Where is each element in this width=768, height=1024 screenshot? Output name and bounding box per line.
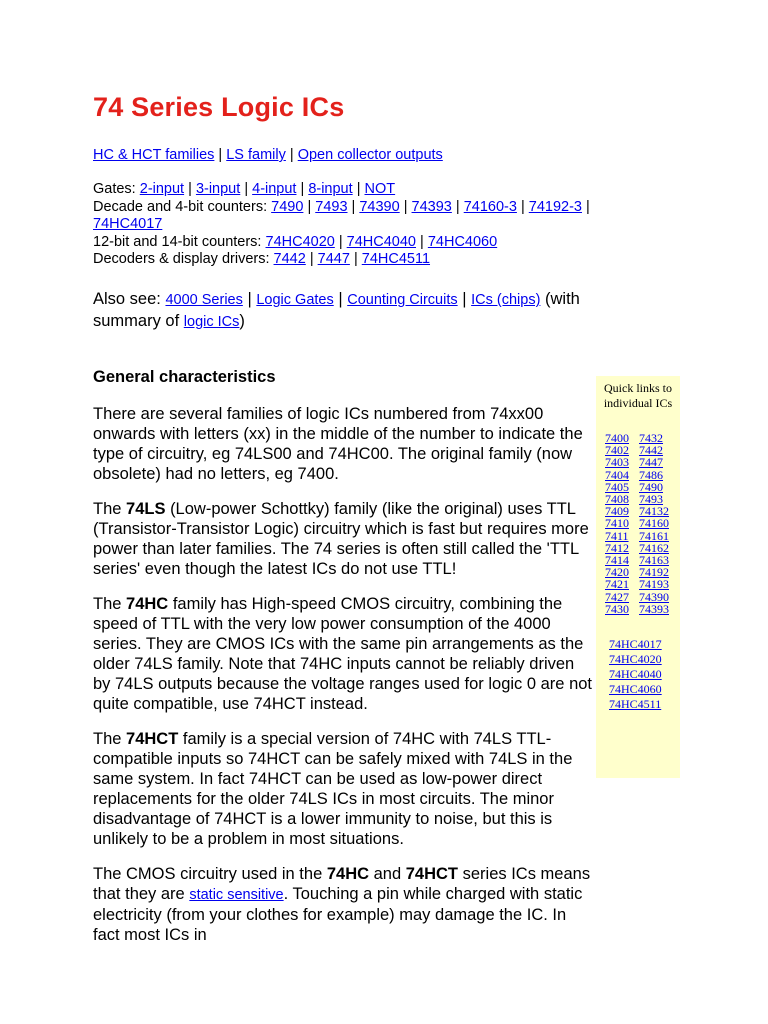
also-see-link-counting-circuits[interactable]: Counting Circuits: [347, 292, 458, 308]
quick-link-7400[interactable]: 7400: [605, 431, 629, 445]
text: family has High-speed CMOS circuitry, combining the speed of TTL with the very low power consumption of the 4000 series. They are CMOS ICs with the same pin arrangements as the older 74LS family. Note that 74HC inputs cannot be reliably driven by 74LS outputs because the voltage ranges used for logic 0 are not quite compatible, use 74HCT instead.: [93, 595, 593, 713]
top-nav: [93, 146, 613, 164]
gates-link-4-input[interactable]: 4-input: [252, 181, 297, 197]
quick-link-7404[interactable]: 7404: [605, 467, 629, 482]
also-see-link-ics-chips[interactable]: ICs (chips): [471, 292, 541, 308]
decade-link-74160-3[interactable]: 74160-3: [463, 198, 517, 215]
quick-link-7408[interactable]: 7408: [605, 492, 629, 507]
ic-link-index: [93, 181, 613, 269]
separator: |: [420, 233, 424, 250]
gates-link-2-input[interactable]: 2-input: [139, 181, 185, 197]
bold-term: 74LS: [126, 500, 166, 518]
paragraph-2: [93, 499, 593, 579]
quick-link-74hc4020[interactable]: 74HC4020: [609, 652, 662, 667]
quick-link-74161[interactable]: 74161: [639, 528, 669, 543]
decoder-link-7442[interactable]: 7442: [273, 251, 306, 267]
decoders-row: [93, 251, 613, 269]
nav-link-open-collector[interactable]: Open collector outputs: [297, 147, 443, 163]
text: The CMOS circuitry used in the: [93, 865, 323, 883]
quick-link-7414[interactable]: 7414: [605, 553, 629, 568]
decade-link-74390[interactable]: 74390: [359, 198, 400, 215]
separator: |: [520, 198, 525, 215]
quick-link-74193[interactable]: 74193: [639, 577, 669, 592]
quick-link-7402[interactable]: 7402: [605, 443, 629, 458]
also-see-link-logic-ics[interactable]: logic ICs: [183, 314, 240, 330]
counter-link-74hc4060[interactable]: 74HC4060: [427, 233, 498, 250]
decade-link-74393[interactable]: 74393: [411, 198, 452, 215]
quick-link-7447[interactable]: 7447: [639, 455, 663, 470]
paragraph-1: There are several families of logic ICs numbered from 74xx00 onwards with letters (xx) in the middle of the number to indicate the type of circuitry, eg 74LS00 and 74HC00. The original family (now obsolete) had no letters, eg 7400.: [93, 405, 583, 483]
quick-link-74hc4040[interactable]: 74HC4040: [609, 667, 662, 682]
paragraph-3: [93, 594, 593, 714]
decoder-link-7447[interactable]: 7447: [317, 251, 350, 267]
paragraph-5: [93, 864, 593, 945]
decade-link-74hc4017[interactable]: 74HC4017: [93, 216, 163, 232]
page-title: 74 Series Logic ICs: [93, 92, 345, 122]
section-heading: General characteristics: [93, 368, 276, 386]
quick-link-7432[interactable]: 7432: [639, 431, 663, 445]
quick-link-7430[interactable]: 7430: [605, 601, 629, 616]
also-see-link-logic-gates[interactable]: Logic Gates: [256, 292, 334, 308]
quick-link-7412[interactable]: 7412: [605, 540, 629, 555]
quick-link-74162[interactable]: 74162: [639, 540, 669, 555]
text: (Low-power Schottky) family (like the original) uses TTL (Transistor-Transistor Logic) circuitry which is fast but requires more power than later families. The 74 series is often still called the 'TTL series' even though the latest ICs do not use TTL!: [93, 500, 589, 578]
separator: |: [455, 198, 460, 215]
quick-link-74390[interactable]: 74390: [639, 589, 669, 604]
quick-link-7442[interactable]: 7442: [639, 443, 663, 458]
decade-label: Decade and 4-bit counters:: [93, 198, 268, 215]
gates-label: Gates:: [93, 181, 136, 197]
decoder-link-74hc4511[interactable]: 74HC4511: [361, 251, 431, 267]
quick-link-7421[interactable]: 7421: [605, 577, 629, 592]
quick-links-panel: [596, 376, 680, 778]
quick-link-7411[interactable]: 7411: [605, 528, 629, 543]
separator: |: [300, 181, 305, 197]
quick-links-title: [596, 381, 680, 411]
gates-link-8-input[interactable]: 8-input: [308, 181, 353, 197]
separator: |: [307, 198, 312, 215]
quick-link-74192[interactable]: 74192: [639, 565, 669, 580]
also-see-link-4000-series[interactable]: 4000 Series: [165, 292, 243, 308]
also-see-tail: (with summary of: [93, 290, 580, 330]
quick-link-74hc4060[interactable]: 74HC4060: [609, 682, 662, 697]
quick-link-7405[interactable]: 7405: [605, 479, 629, 494]
also-see: [93, 289, 623, 333]
counter-link-74hc4020[interactable]: 74HC4020: [265, 233, 335, 250]
separator: |: [188, 181, 192, 197]
decade-link-7493[interactable]: 7493: [315, 198, 348, 215]
quick-links-hc-list: [609, 637, 680, 712]
nav-link-ls-family[interactable]: LS family: [226, 147, 286, 163]
text: The: [93, 595, 122, 613]
counter-link-74hc4040[interactable]: 74HC4040: [346, 233, 416, 250]
bold-term: 74HCT: [405, 865, 459, 883]
text: and: [373, 865, 402, 883]
counters-12bit-row: [93, 234, 613, 252]
bold-term: 74HCT: [126, 730, 179, 748]
decoders-label: Decoders & display drivers:: [93, 251, 270, 267]
quick-link-7410[interactable]: 7410: [605, 516, 629, 531]
quick-link-74132[interactable]: 74132: [639, 504, 669, 519]
quick-link-74393[interactable]: 74393: [639, 601, 669, 616]
separator: |: [403, 198, 408, 215]
nav-link-hc-hct-families[interactable]: HC & HCT families: [93, 147, 215, 163]
separator: |: [247, 290, 252, 308]
text: The: [93, 730, 122, 748]
separator: |: [356, 181, 361, 197]
quick-link-7493[interactable]: 7493: [639, 492, 663, 507]
paragraph-4: [93, 729, 593, 849]
also-see-label: Also see:: [93, 290, 161, 308]
quick-link-74hc4017[interactable]: 74HC4017: [609, 637, 662, 652]
decade-link-74192-3[interactable]: 74192-3: [528, 198, 582, 215]
separator: |: [309, 251, 314, 267]
bold-term: 74HC: [326, 865, 370, 883]
quick-link-7403[interactable]: 7403: [605, 455, 629, 470]
decade-link-7490[interactable]: 7490: [271, 198, 304, 215]
separator: |: [353, 251, 358, 267]
text: . Touching a pin while charged with static electricity (from your clothes for example) may damage the IC. In fact most ICs in: [93, 885, 583, 944]
gates-link-3-input[interactable]: 3-input: [195, 181, 241, 197]
article-body: [93, 404, 593, 960]
quick-links-title-line: individual ICs: [603, 396, 673, 410]
quick-link-7427[interactable]: 7427: [605, 589, 629, 604]
separator: |: [338, 233, 343, 250]
counters-12bit-label: 12-bit and 14-bit counters:: [93, 233, 262, 250]
text: family is a special version of 74HC with 74LS TTL-compatible inputs so 74HCT can be safely mixed with 74LS in the same system. In fact 74HCT can be used as low-power direct replacements for the older 74LS ICs in most circuits. The minor disadvantage of 74HCT is a lower immunity to noise, but this is unlikely to be a problem in most situations.: [93, 730, 573, 848]
text: series ICs means that they are: [93, 865, 591, 903]
separator: |: [586, 198, 590, 215]
quick-link-74160[interactable]: 74160: [639, 516, 669, 531]
gates-link-not[interactable]: NOT: [364, 181, 396, 197]
separator: |: [462, 290, 467, 308]
nav-separator: |: [289, 147, 294, 163]
separator: |: [244, 181, 249, 197]
gates-row: [93, 181, 613, 199]
nav-separator: |: [218, 147, 223, 163]
also-see-tail-close: ): [239, 312, 245, 330]
decade-row: [93, 199, 613, 234]
text: The: [93, 500, 122, 518]
separator: |: [338, 290, 343, 308]
quick-link-74hc4511[interactable]: 74HC4511: [609, 697, 662, 712]
quick-link-7409[interactable]: 7409: [605, 504, 629, 519]
quick-link-74163[interactable]: 74163: [639, 553, 669, 568]
quick-link-7486[interactable]: 7486: [639, 467, 663, 482]
quick-link-7490[interactable]: 7490: [639, 479, 663, 494]
separator: |: [351, 198, 356, 215]
quick-links-grid: [605, 432, 680, 615]
quick-link-7420[interactable]: 7420: [605, 565, 629, 580]
bold-term: 74HC: [126, 595, 169, 613]
static-sensitive-link[interactable]: static sensitive: [189, 887, 284, 903]
quick-links-title-line: Quick links to: [604, 381, 672, 395]
